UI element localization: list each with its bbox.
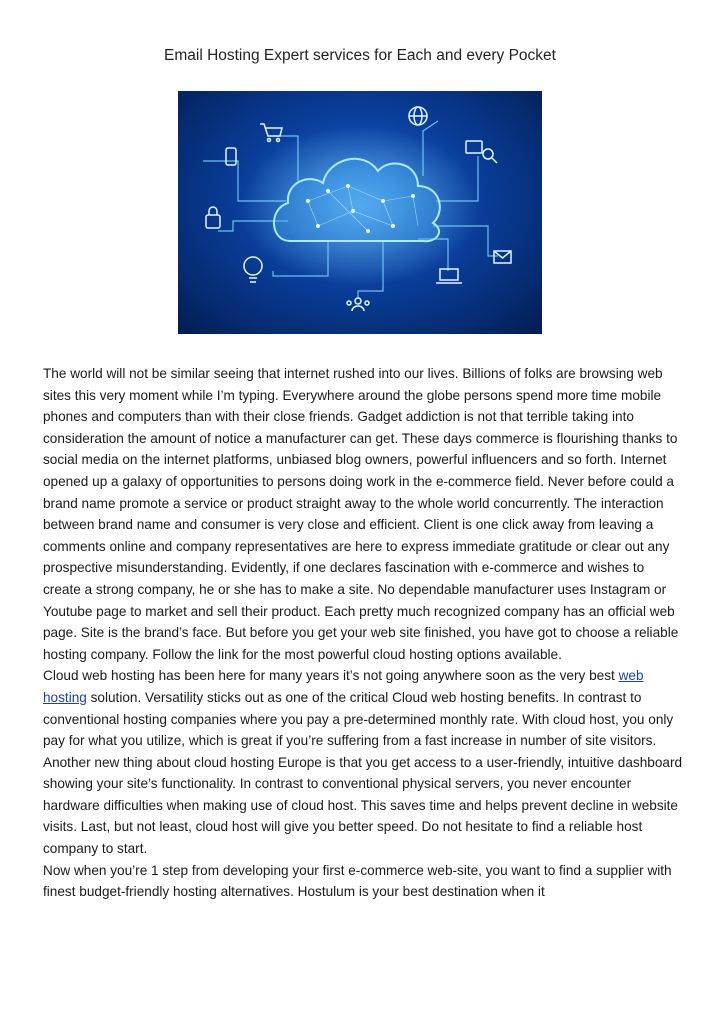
paragraph: Now when you’re 1 step from developing your first e-commerce web-site, you want to find a supplier with finest budget-friendly hosting alternatives. Hostulum is your best destination when it: [43, 862, 672, 900]
page-title: Email Hosting Expert services for Each and every Pocket: [164, 47, 556, 64]
gadget-search-icon: [466, 141, 497, 163]
cloud-network-image: [178, 91, 542, 334]
people-icon: [347, 298, 369, 311]
phone-icon: [226, 148, 236, 165]
lock-icon: [206, 207, 220, 228]
paragraph: The world will not be similar seeing that internet rushed into our lives. Billions of folks are browsing web sites this very moment while I’m typing. Everywhere around the globe persons spend more time mobile phones and computers than with their close friends. Gadget addiction is not that terrible taking into consideration the amount of notice a manufacturer can get. These days commerce is flourishing thanks to social media on the internet platforms, unbiased blog owners, powerful influencers and so forth. Internet opened up a galaxy of opportunities to persons doing work in the e-commerce field. Never before could a brand name promote a service or product straight away to the whole world concurrently. The interaction between brand name and consumer is very close and efficient. Client is one click away from leaving a comments online and company representatives are here to express immediate gratitude or clear out any prospective misunderstanding. Evidently, if one declares fascination with e-commerce and wishes to create a strong company, he or she has to make a site. No dependable manufacturer uses Instagram or Youtube page to market and sell their product. Each pretty much recognized company has an official web page. Site is the brand’s face. But before you get your web site finished, you have got to choose a reliable hosting company. Follow the link for the most powerful cloud hosting options available.: [43, 366, 679, 662]
mail-icon: [494, 251, 511, 263]
paragraph: [43, 665, 683, 859]
laptop-icon: [436, 269, 462, 283]
article-body: [43, 363, 683, 903]
paragraph-text: Cloud web hosting has been here for many years it’s not going anywhere soon as the very best: [43, 668, 619, 684]
web-hosting-link[interactable]: web hosting: [43, 668, 644, 705]
lightbulb-icon: [244, 257, 262, 282]
paragraph-text: solution. Versatility sticks out as one of the critical Cloud web hosting benefits. In contrast to conventional hosting companies where you pay a pre-determined monthly rate. With cloud host, you only pay for what you utilize, which is great if you’re suffering from a fast increase in number of site visitors. Another new thing about cloud hosting Europe is that you get access to a user-friendly, intuitive dashboard showing your site’s functionality. In contrast to conventional physical servers, you never encounter hardware difficulties when making use of cloud host. This saves time and helps prevent decline in website visits. Last, but not least, cloud host will give you better speed. Do not hesitate to find a reliable host company to start.: [43, 689, 683, 857]
globe-icon: [409, 107, 427, 125]
cart-icon: [260, 124, 282, 142]
